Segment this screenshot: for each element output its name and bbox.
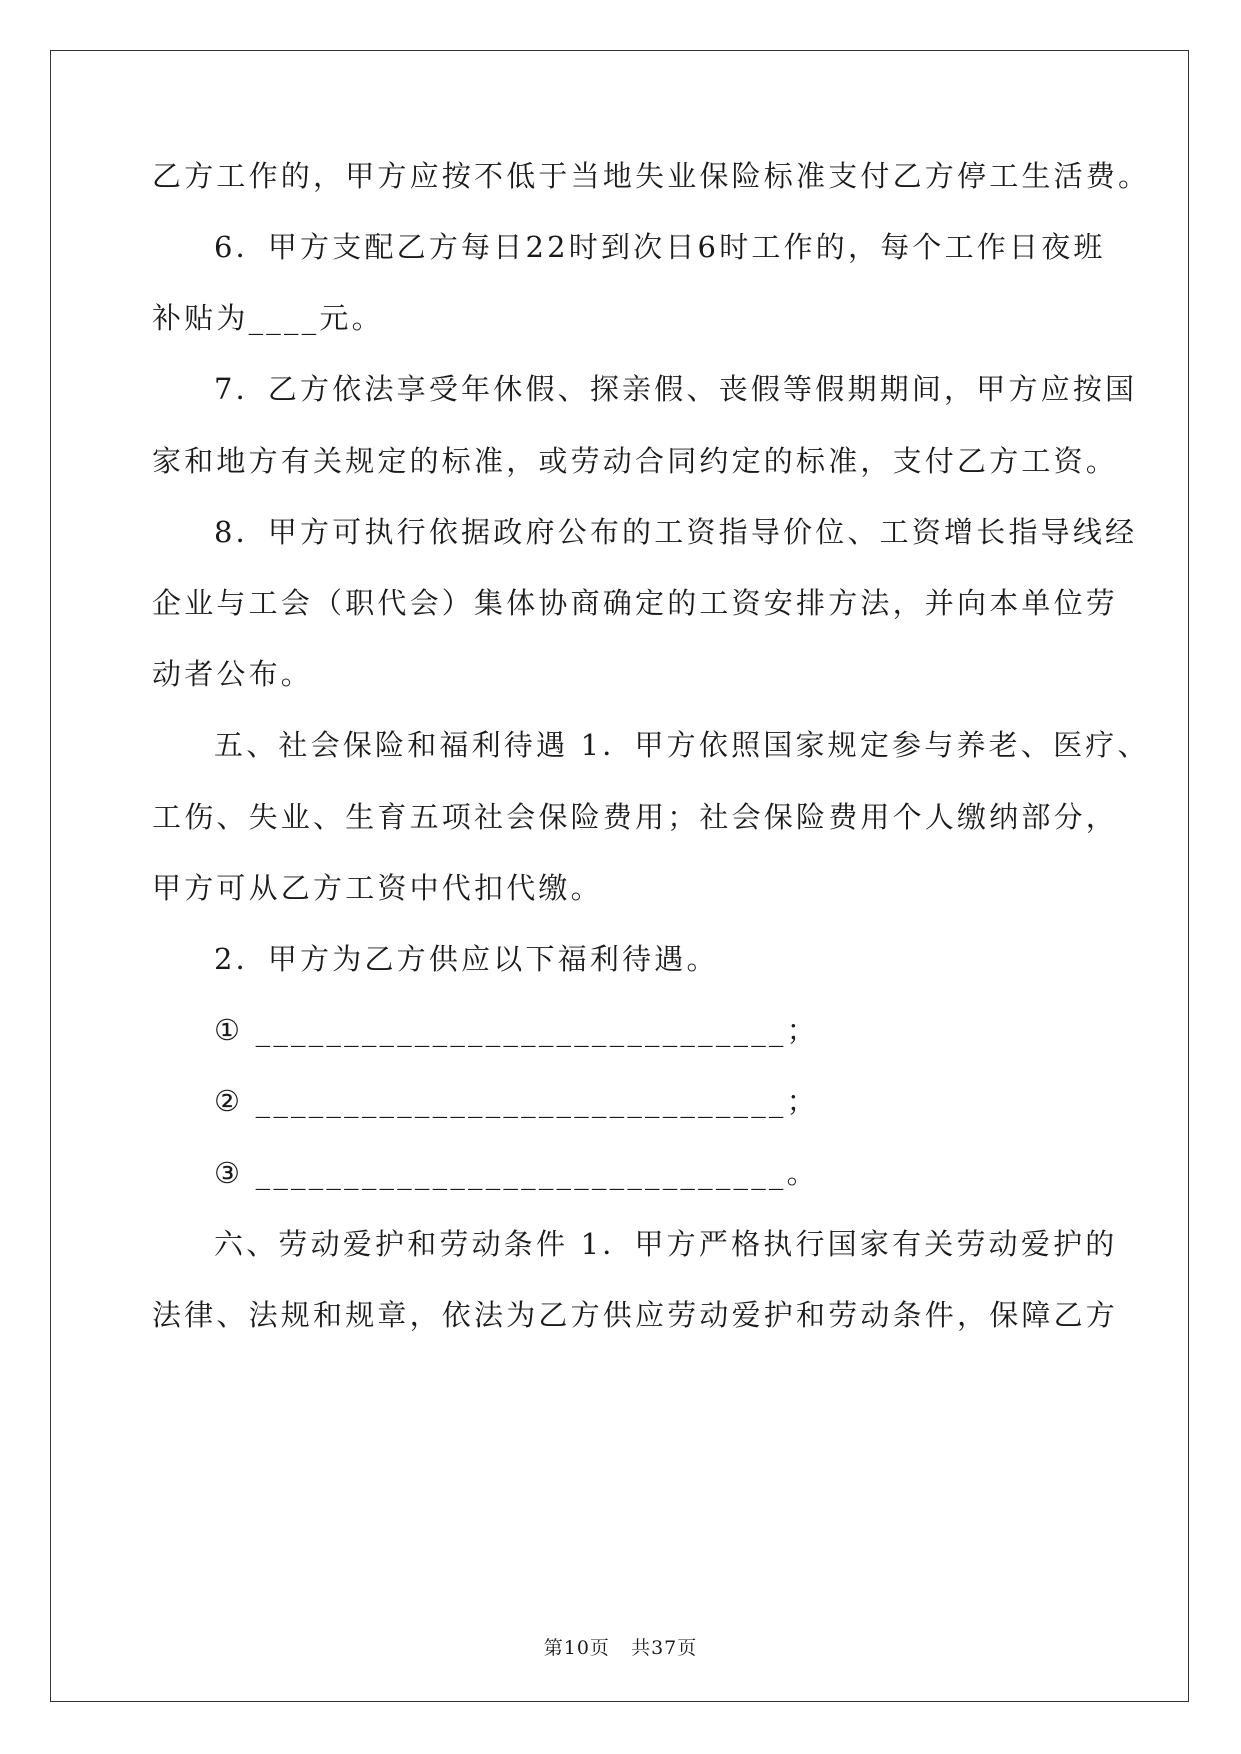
text-line: 补贴为____元。 xyxy=(152,301,384,335)
blank-line-item: ① ______________________________； xyxy=(214,1013,819,1047)
blank-line-item: ② ______________________________； xyxy=(214,1084,819,1118)
blank-line-item: ③ ______________________________。 xyxy=(214,1156,819,1190)
text-line: 家和地方有关规定的标准，或劳动合同约定的标准，支付乙方工资。 xyxy=(152,444,1119,478)
text-line: 工伤、失业、生育五项社会保险费用；社会保险费用个人缴纳部分， xyxy=(152,800,1119,834)
text-line: 六、劳动爱护和劳动条件 1．甲方严格执行国家有关劳动爱护的 xyxy=(214,1227,1118,1261)
text-line: 2．甲方为乙方供应以下福利待遇。 xyxy=(214,942,719,976)
text-line: 7．乙方依法享受年休假、探亲假、丧假等假期期间，甲方应按国 xyxy=(214,372,1138,406)
page-number: 第10页 xyxy=(543,1637,610,1659)
text-line: 企业与工会（职代会）集体协商确定的工资安排方法，并向本单位劳 xyxy=(152,586,1119,620)
text-line: 乙方工作的，甲方应按不低于当地失业保险标准支付乙方停工生活费。 xyxy=(152,159,1151,193)
text-line: 动者公布。 xyxy=(152,657,314,691)
text-line: 6．甲方支配乙方每日22时到次日6时工作的，每个工作日夜班 xyxy=(214,230,1106,264)
text-line: 甲方可从乙方工资中代扣代缴。 xyxy=(152,871,603,905)
text-line: 法律、法规和规章，依法为乙方供应劳动爱护和劳动条件，保障乙方 xyxy=(152,1298,1119,1332)
text-line: 五、社会保险和福利待遇 1．甲方依照国家规定参与养老、医疗、 xyxy=(214,728,1150,762)
page-total: 共37页 xyxy=(631,1637,698,1659)
text-line: 8．甲方可执行依据政府公布的工资指导价位、工资增长指导线经 xyxy=(214,515,1138,549)
page-footer xyxy=(0,1636,1241,1660)
